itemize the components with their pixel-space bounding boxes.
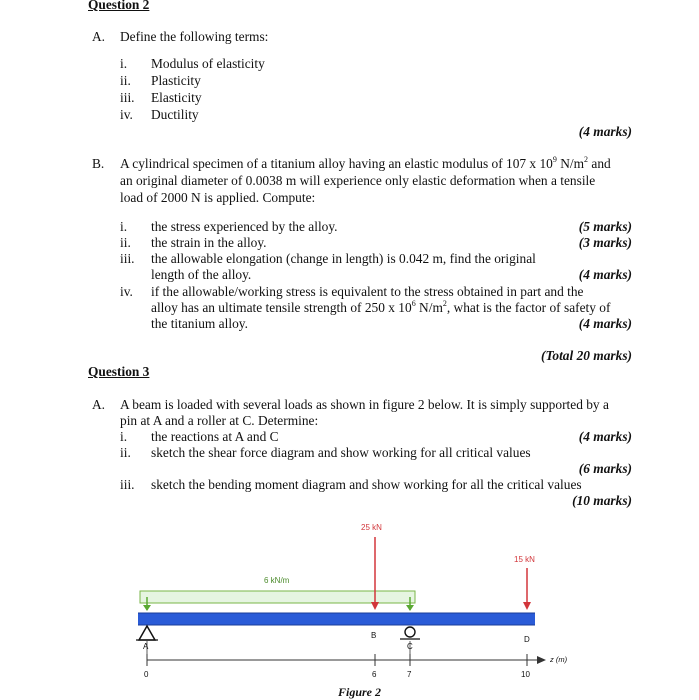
list-item-number: ii. xyxy=(120,445,131,460)
list-item: the strain in the alloy. xyxy=(151,235,267,250)
roller-support-icon xyxy=(405,627,415,637)
list-item-number: i. xyxy=(120,429,128,444)
udl-label: 6 kN/m xyxy=(264,576,290,585)
distributed-load-block xyxy=(140,591,415,603)
beam-figure xyxy=(0,515,699,700)
point-load-25kn-head xyxy=(371,602,379,610)
q3-part-a-line-1: A beam is loaded with several loads as shown in figure 2 below. It is simply supported by a xyxy=(120,397,609,412)
marks-label: (4 marks) xyxy=(578,429,632,444)
udl-arrowhead-right xyxy=(406,605,414,611)
list-item-number: i. xyxy=(120,56,128,71)
list-item-number: iv. xyxy=(120,107,133,122)
list-item-number: ii. xyxy=(120,235,131,250)
part-b-letter: B. xyxy=(92,156,105,171)
marks-label: (6 marks) xyxy=(578,461,632,476)
list-item: alloy has an ultimate tensile strength of 250 x $10^6$ $N/m^2$, what is the factor of safety of xyxy=(151,299,611,315)
question-3-heading: Question 3 xyxy=(88,364,150,379)
list-item: length of the alloy. xyxy=(151,267,252,282)
tick-label: 6 xyxy=(372,670,377,679)
point-load-15kn-label: 15 kN xyxy=(514,555,535,564)
list-item-number: ii. xyxy=(120,73,131,88)
tick-label: 10 xyxy=(521,670,530,679)
marks-label: (5 marks) xyxy=(578,219,632,234)
list-item: the stress experienced by the alloy. xyxy=(151,219,338,234)
marks-label: (4 marks) xyxy=(578,267,632,282)
axis-label: z (m) xyxy=(550,655,568,664)
total-marks-label: (Total 20 marks) xyxy=(540,348,632,363)
marks-label: (3 marks) xyxy=(578,235,632,250)
beam xyxy=(138,613,535,625)
question-2-heading: Question 2 xyxy=(88,0,150,12)
list-item: Plasticity xyxy=(151,73,201,88)
q3-part-a-letter: A. xyxy=(92,397,106,412)
part-b-line-3: load of 2000 N is applied. Compute: xyxy=(120,190,316,205)
list-item: sketch the shear force diagram and show working for all critical values xyxy=(151,445,531,460)
point-c-label: C xyxy=(407,642,413,651)
list-item: Ductility xyxy=(151,107,199,122)
q3-part-a-line-2: pin at A and a roller at C. Determine: xyxy=(120,413,319,428)
list-item-number: iii. xyxy=(120,251,135,266)
point-d-label: D xyxy=(524,635,530,644)
list-item-number: i. xyxy=(120,219,128,234)
list-item: Modulus of elasticity xyxy=(151,56,265,71)
marks-label: (4 marks) xyxy=(578,316,632,331)
list-item: Elasticity xyxy=(151,90,202,105)
list-item: the reactions at A and C xyxy=(151,429,279,444)
tick-label: 7 xyxy=(407,670,412,679)
z-axis-arrowhead xyxy=(537,656,546,664)
list-item: if the allowable/working stress is equivalent to the stress obtained in part and the xyxy=(151,284,584,299)
point-a-label: A xyxy=(143,642,149,651)
figure-caption: Figure 2 xyxy=(338,685,382,699)
list-item: the allowable elongation (change in length) is 0.042 m, find the original xyxy=(151,251,536,266)
pin-support-icon xyxy=(139,626,155,640)
list-item: the titanium alloy. xyxy=(151,316,248,331)
part-b-line-2: an original diameter of 0.0038 m will experience only elastic deformation when a tensile xyxy=(120,173,596,188)
point-load-25kn-label: 25 kN xyxy=(361,523,382,532)
list-item-number: iii. xyxy=(120,477,135,492)
list-item-number: iii. xyxy=(120,90,135,105)
part-a-intro: Define the following terms: xyxy=(120,29,269,44)
point-b-label: B xyxy=(371,631,377,640)
part-b-line-1: A cylindrical specimen of a titanium alloy having an elastic modulus of 107 x $10^9$ $N/m^2$ and xyxy=(120,155,611,171)
marks-label: (4 marks) xyxy=(578,124,632,139)
list-item: sketch the bending moment diagram and show working for all the critical values xyxy=(151,477,582,492)
part-a-letter: A. xyxy=(92,29,106,44)
udl-arrowhead-left xyxy=(143,605,151,611)
point-load-15kn-head xyxy=(523,602,531,610)
tick-label: 0 xyxy=(144,670,149,679)
list-item-number: iv. xyxy=(120,284,133,299)
marks-label: (10 marks) xyxy=(572,493,632,508)
